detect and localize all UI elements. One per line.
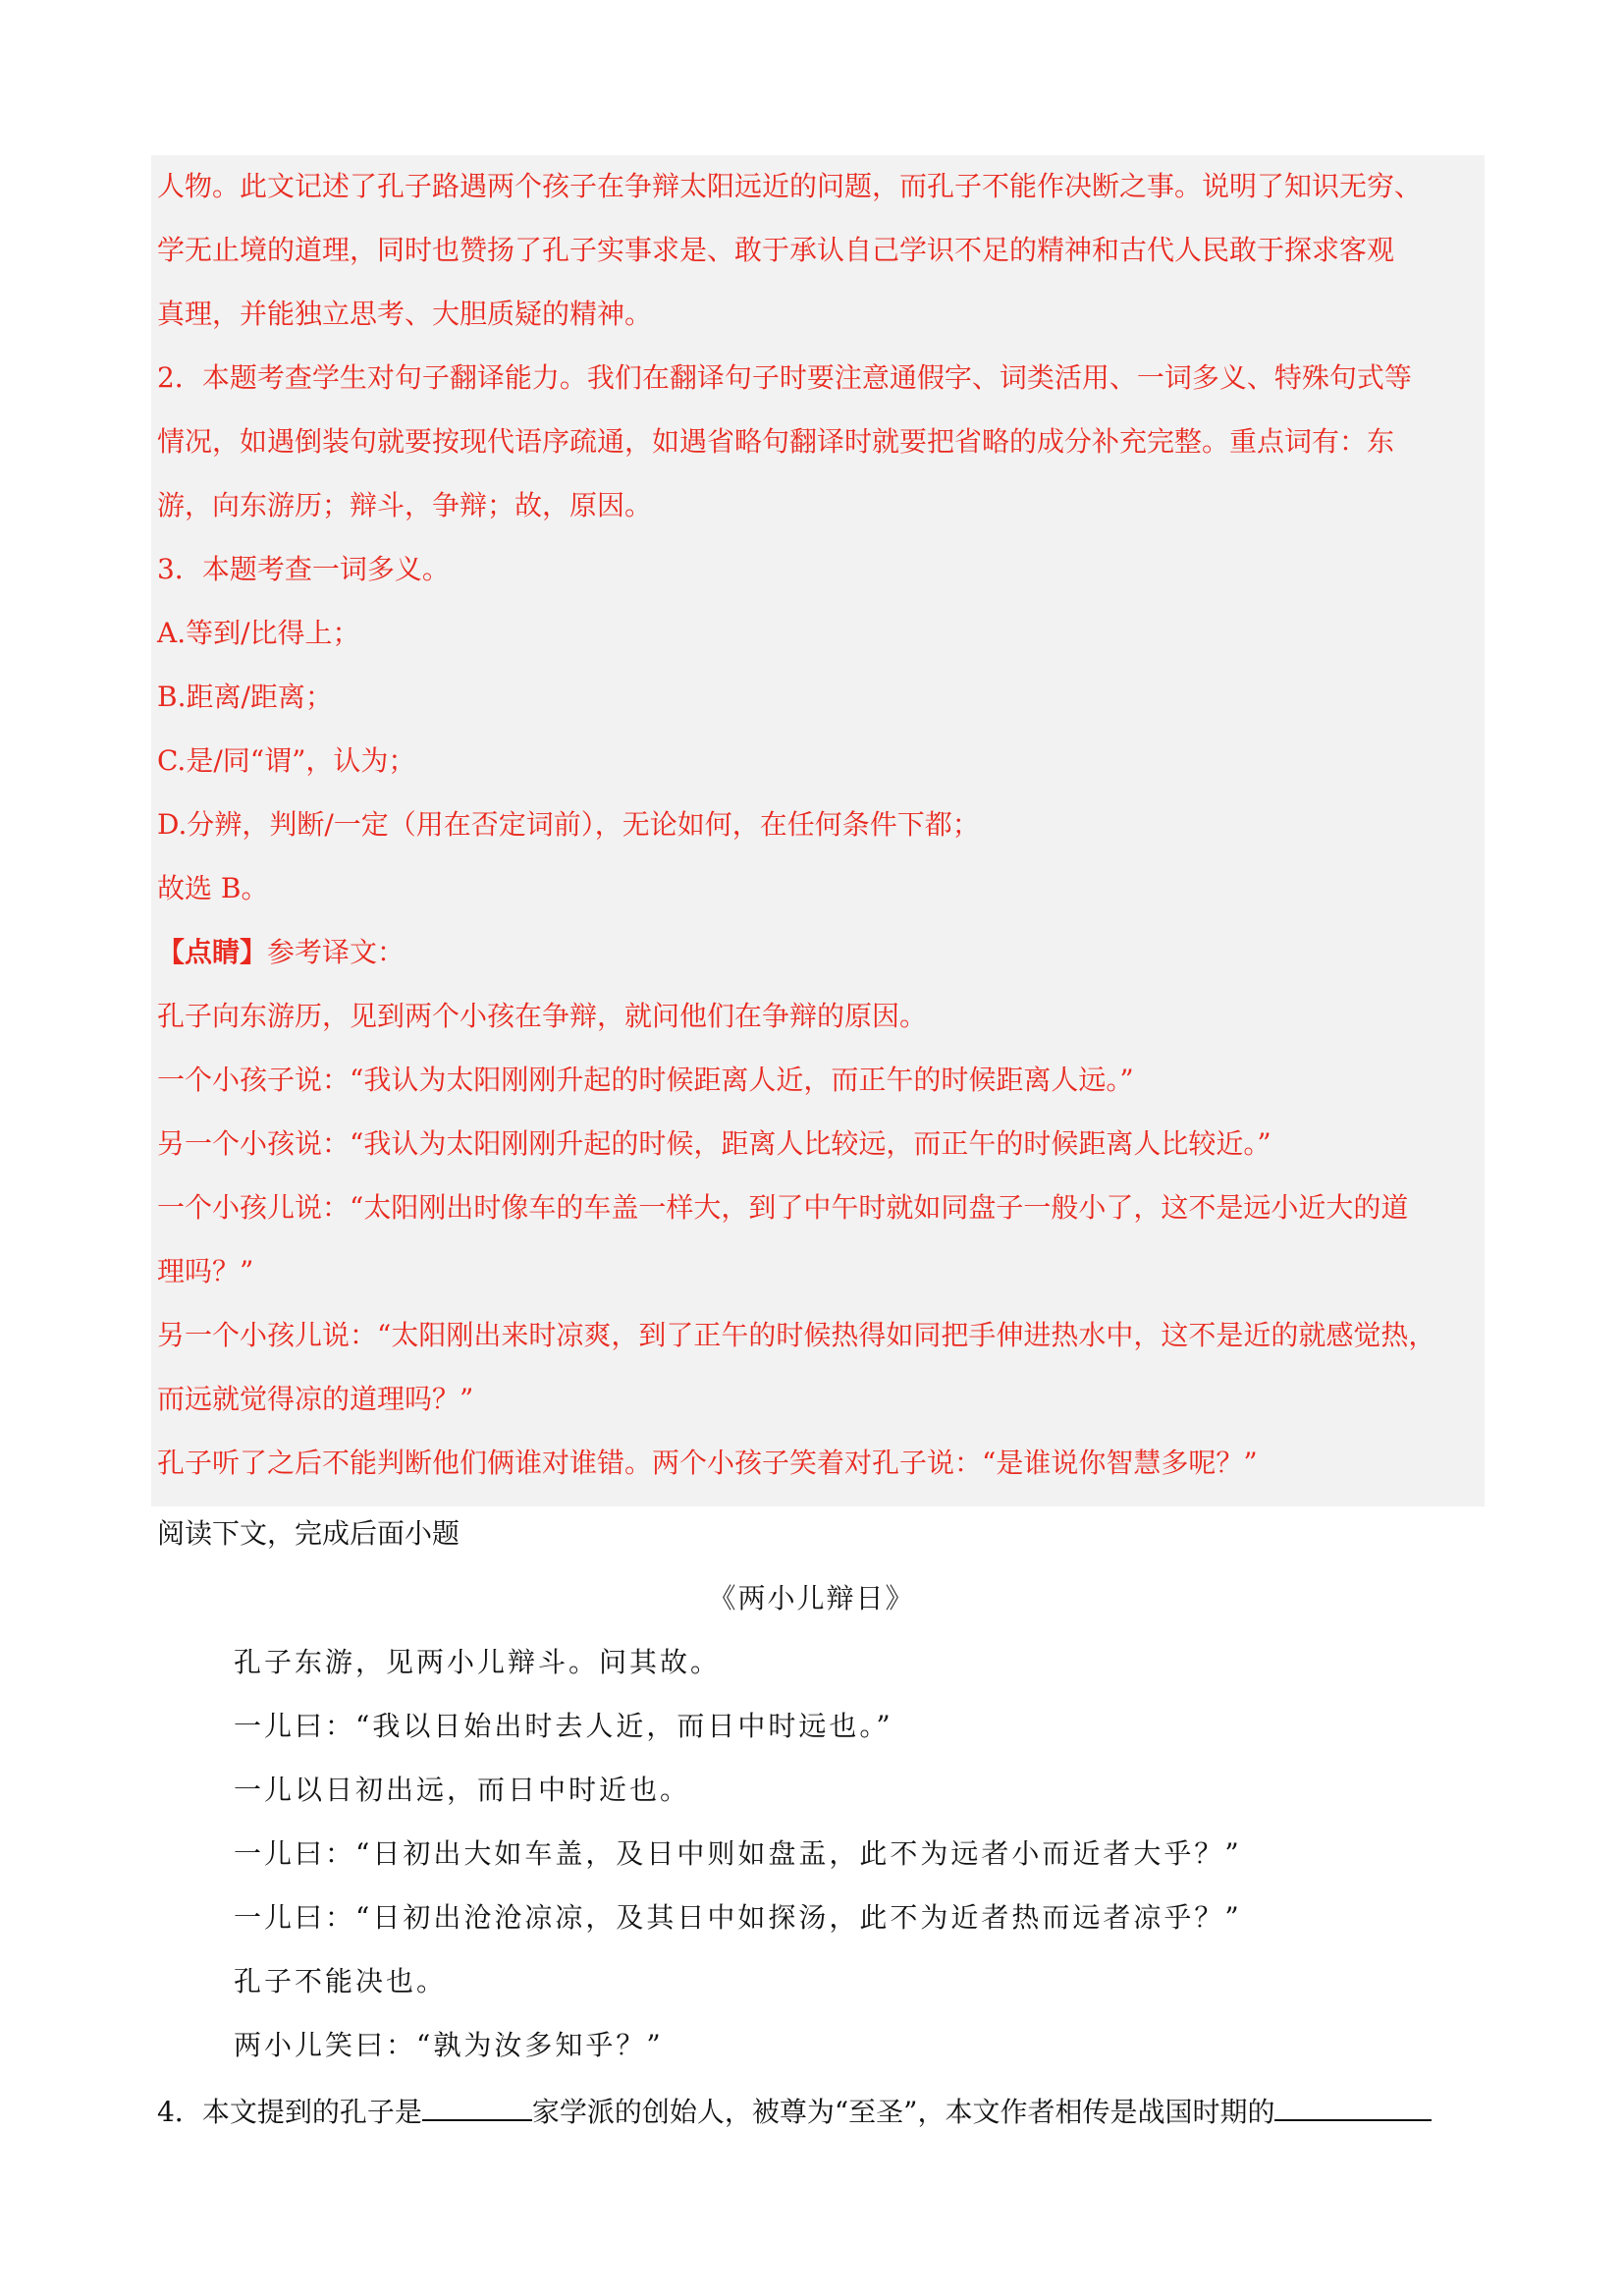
translation-line: 一个小孩子说：“我认为太阳刚刚升起的时候距离人近，而正午的时候距离人远。” xyxy=(157,1064,1134,1096)
translation-line: 孔子向东游历，见到两个小孩在争辩，就问他们在争辩的原因。 xyxy=(157,1000,928,1032)
tip-heading xyxy=(157,933,405,972)
translation-line: 另一个小孩说：“我认为太阳刚刚升起的时候，距离人比较远，而正午的时候距离人比较近。” xyxy=(157,1127,1271,1160)
analysis-line: 情况，如遇倒装句就要按现代语序疏通，如遇省略句翻译时就要把省略的成分补充完整。重点词有：东 xyxy=(157,425,1395,458)
analysis-line: 学无止境的道理，同时也赞扬了孔子实事求是、敢于承认自己学识不足的精神和古代人民敢于探求客观 xyxy=(157,234,1395,266)
passage-line: 孔子东游，见两小儿辩斗。问其故。 xyxy=(234,1646,722,1678)
analysis-line: 2．本题考查学生对句子翻译能力。我们在翻译句子时要注意通假字、词类活用、一词多义、特殊句式等 xyxy=(157,361,1412,394)
analysis-line: 人物。此文记述了孔子路遇两个孩子在争辩太阳远近的问题，而孔子不能作决断之事。说明了知识无穷、 xyxy=(157,170,1423,202)
analysis-line: 游，向东游历；辩斗，争辩；故，原因。 xyxy=(157,489,653,521)
answer-choice: 故选 B。 xyxy=(157,872,269,904)
translation-line: 理吗？” xyxy=(157,1255,254,1287)
passage-line: 一儿曰：“日初出大如车盖，及日中则如盘盂，此不为远者小而近者大乎？” xyxy=(234,1837,1242,1870)
answer-blank-2[interactable] xyxy=(1274,2090,1432,2121)
question-4 xyxy=(157,2090,1432,2132)
tip-text: 参考译文： xyxy=(267,936,406,968)
option-c-explanation: C.是/同“谓”，认为； xyxy=(157,744,416,777)
passage-line: 两小儿笑曰：“孰为汝多知乎？” xyxy=(234,2029,664,2061)
analysis-line: 真理，并能独立思考、大胆质疑的精神。 xyxy=(157,298,653,330)
passage-line: 一儿以日初出远，而日中时近也。 xyxy=(234,1774,691,1806)
passage-line: 一儿曰：“日初出沧沧凉凉，及其日中如探汤，此不为近者热而远者凉乎？” xyxy=(234,1901,1242,1934)
option-b-explanation: B.距离/距离； xyxy=(157,681,333,713)
passage-title: 《两小儿辩日》 xyxy=(708,1582,915,1614)
tip-label: 【点睛】 xyxy=(157,936,268,968)
translation-line: 另一个小孩儿说：“太阳刚出来时凉爽，到了正午的时候热得如同把手伸进热水中，这不是近的就感觉热， xyxy=(157,1319,1436,1351)
translation-line: 而远就觉得凉的道理吗？” xyxy=(157,1383,474,1415)
answer-blank-1[interactable] xyxy=(422,2090,532,2121)
option-a-explanation: A.等到/比得上； xyxy=(157,617,360,649)
question-4-text-part1: 4．本文提到的孔子是 xyxy=(157,2096,422,2128)
question-4-text-part2: 家学派的创始人，被尊为“至圣”，本文作者相传是战国时期的 xyxy=(531,2096,1275,2128)
option-d-explanation: D.分辨，判断/一定（用在否定词前），无论如何，在任何条件下都； xyxy=(157,808,980,841)
analysis-line: 3．本题考查一词多义。 xyxy=(157,553,450,585)
passage-line: 孔子不能决也。 xyxy=(234,1965,448,1997)
passage-line: 一儿曰：“我以日始出时去人近，而日中时远也。” xyxy=(234,1710,893,1742)
translation-line: 孔子听了之后不能判断他们俩谁对谁错。两个小孩子笑着对孔子说：“是谁说你智慧多呢？” xyxy=(157,1447,1258,1479)
translation-line: 一个小孩儿说：“太阳刚出时像车的车盖一样大，到了中午时就如同盘子一般小了，这不是远小近大的道 xyxy=(157,1191,1409,1224)
reading-instruction: 阅读下文，完成后面小题 xyxy=(157,1517,460,1550)
